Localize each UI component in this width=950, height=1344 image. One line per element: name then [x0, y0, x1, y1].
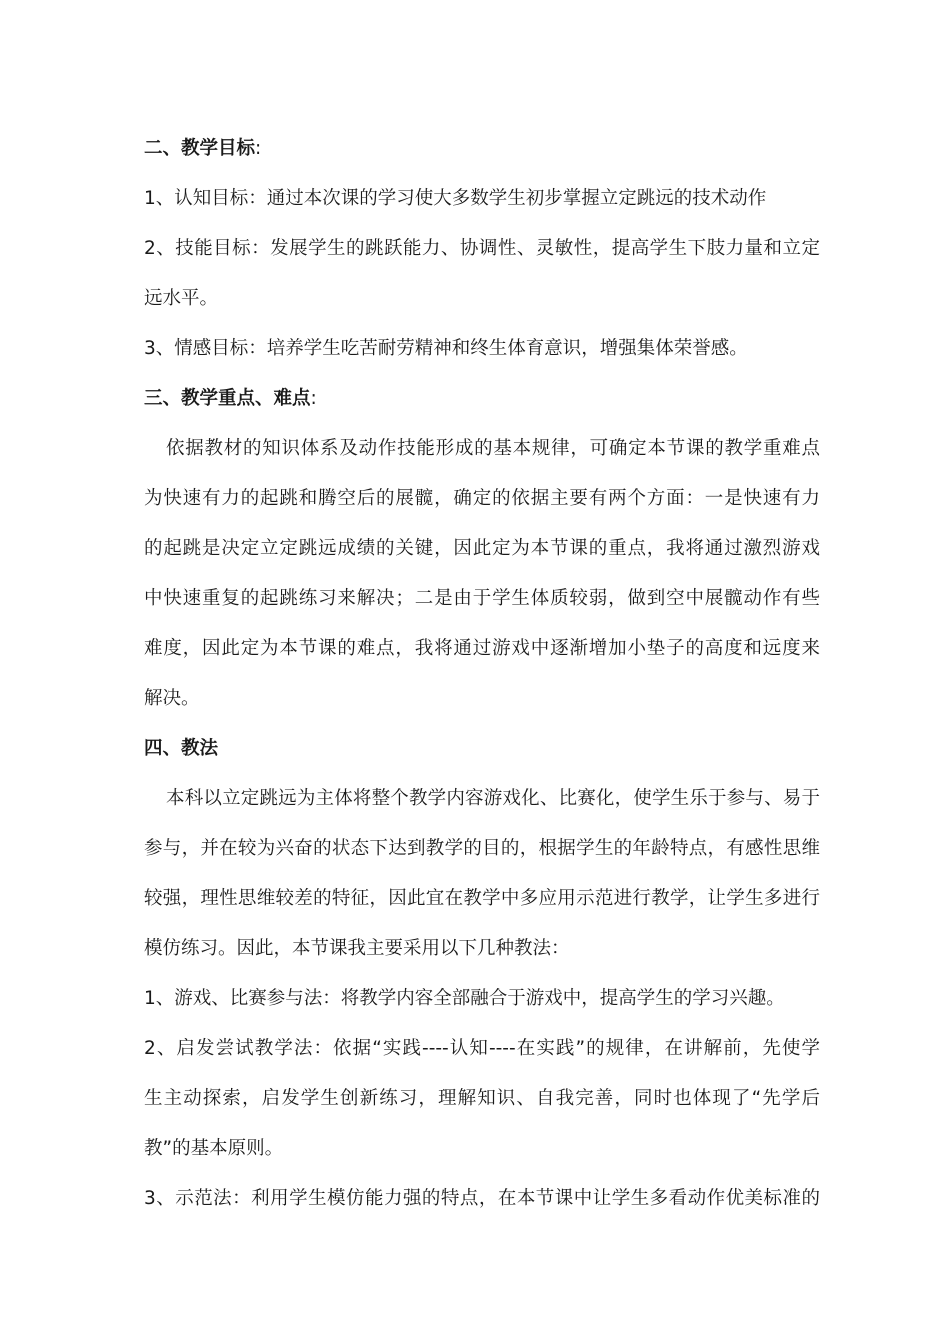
- goal-cognitive: 1、认知目标：通过本次课的学习使大多数学生初步掌握立定跳远的技术动作: [144, 188, 767, 209]
- method-item-2-line-3: 教”的基本原则。: [144, 1138, 284, 1159]
- key-points-line-1: 依据教材的知识体系及动作技能形成的基本规律，可确定本节课的教学重难点: [166, 438, 820, 459]
- heading-text: 二、教学目标: [144, 138, 256, 159]
- goal-skill-line-2: 远水平。: [144, 288, 219, 309]
- method-item-2-line-1: 2、启发尝试教学法：依据“实践----认知----在实践”的规律，在讲解前，先使学: [144, 1038, 820, 1059]
- goal-skill-line-1: 2、技能目标：发展学生的跳跃能力、协调性、灵敏性，提高学生下肢力量和立定: [144, 238, 820, 259]
- key-points-line-5: 难度，因此定为本节课的难点，我将通过游戏中逐渐增加小垫子的高度和远度来: [144, 638, 820, 659]
- section-heading-teaching-methods: 四、教法: [144, 738, 219, 759]
- method-item-1: 1、游戏、比赛参与法：将教学内容全部融合于游戏中，提高学生的学习兴趣。: [144, 988, 785, 1009]
- heading-colon: :: [255, 138, 262, 159]
- methods-line-3: 较强，理性思维较差的特征，因此宜在教学中多应用示范进行教学，让学生多进行: [144, 888, 820, 909]
- section-heading-teaching-goals: [144, 124, 820, 174]
- methods-line-2: 参与，并在较为兴奋的状态下达到教学的目的，根据学生的年龄特点，有感性思维: [144, 838, 820, 859]
- key-points-line-3: 的起跳是决定立定跳远成绩的关键，因此定为本节课的重点，我将通过激烈游戏: [144, 538, 820, 559]
- section-heading-key-points: [144, 374, 820, 424]
- goal-emotional: 3、情感目标：培养学生吃苦耐劳精神和终生体育意识，增强集体荣誉感。: [144, 338, 748, 359]
- heading-text: 三、教学重点、难点: [144, 388, 311, 409]
- key-points-line-4: 中快速重复的起跳练习来解决；二是由于学生体质较弱，做到空中展髋动作有些: [144, 588, 820, 609]
- key-points-line-2: 为快速有力的起跳和腾空后的展髋，确定的依据主要有两个方面：一是快速有力: [144, 488, 820, 509]
- methods-line-4: 模仿练习。因此，本节课我主要采用以下几种教法：: [144, 938, 570, 959]
- methods-line-1: 本科以立定跳远为主体将整个教学内容游戏化、比赛化，使学生乐于参与、易于: [166, 788, 820, 809]
- heading-colon: :: [310, 388, 317, 409]
- method-item-2-line-2: 生主动探索，启发学生创新练习，理解知识、自我完善，同时也体现了“先学后: [144, 1088, 820, 1109]
- method-item-3-line-1: 3、示范法：利用学生模仿能力强的特点，在本节课中让学生多看动作优美标准的: [144, 1188, 820, 1209]
- key-points-line-6: 解决。: [144, 688, 200, 709]
